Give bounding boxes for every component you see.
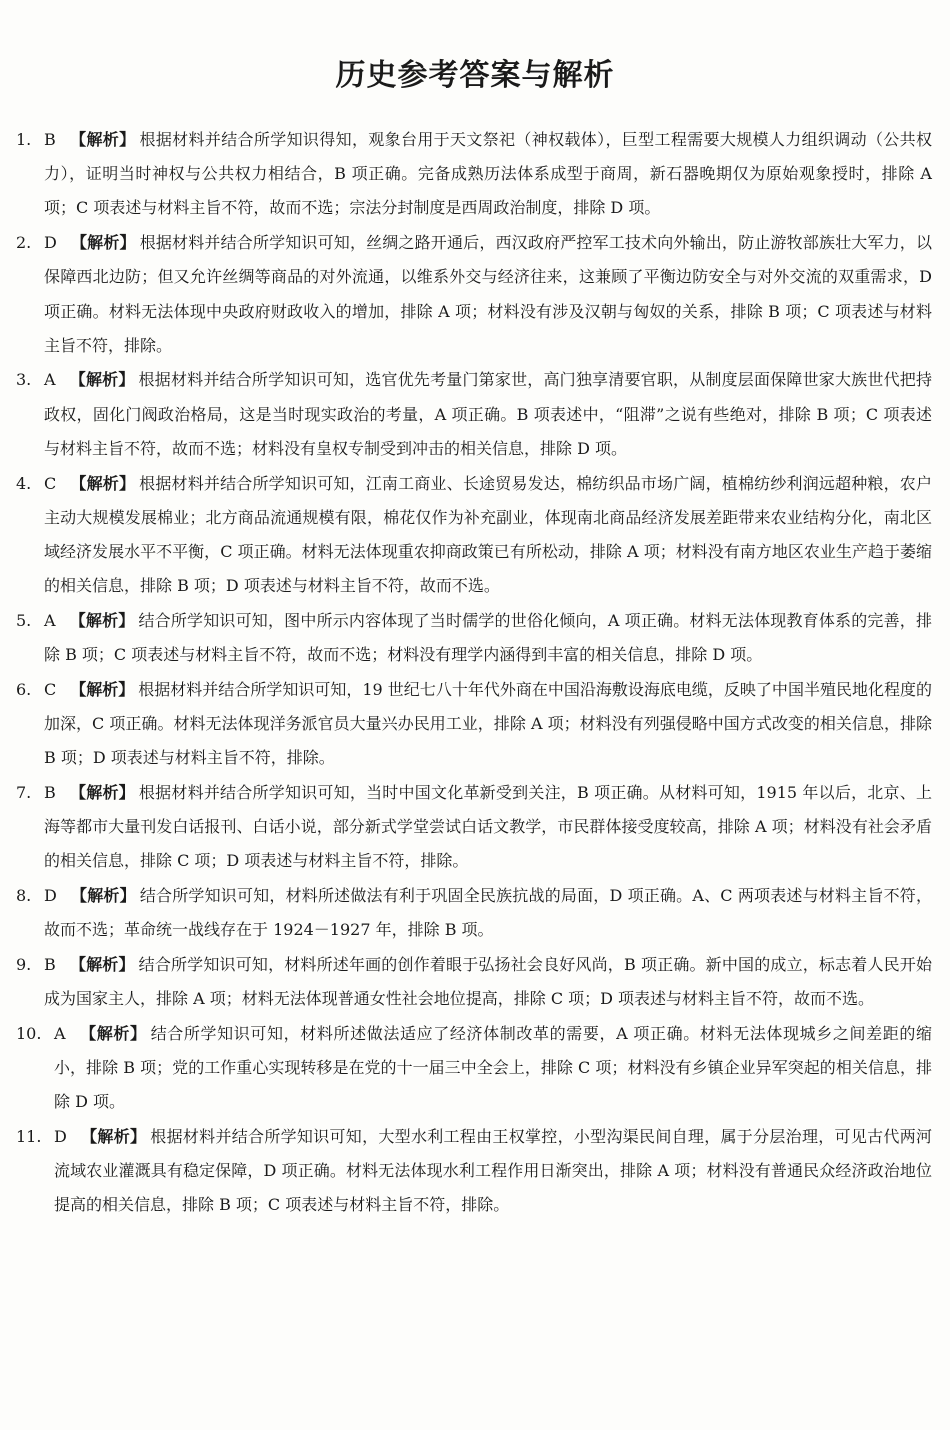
analysis-text: 根据材料并结合所学知识可知，江南工商业、长途贸易发达，棉纺织品市场广阔，植棉纺纱利润远超种粮，农户主动大规模发展棉业；北方商品流通规模有限，棉花仅作为补充副业，体现南北商品经济发展差距带来农业结构分化，南北区域经济发展水平不平衡，C 项正确。材料无法体现重农抑商政策已有所松动，排除 A 项；材料没有南方地区农业生产趋于萎缩的相关信息，排除 B 项；D 项表述与材料主旨不符，故而不选。 [44, 473, 932, 596]
question-number: 10. [16, 1023, 42, 1043]
answer-item [16, 1017, 932, 1120]
analysis-text: 根据材料并结合所学知识得知，观象台用于天文祭祀（神权载体），巨型工程需要大规模人力组织调动（公共权力），证明当时神权与公共权力相结合，B 项正确。完备成熟历法体系成型于商周，新石器晚期仅为原始观象授时，排除 A 项；C 项表述与材料主旨不符，故而不选；宗法分封制度是西周政治制度，排除 D 项。 [44, 130, 932, 218]
question-number: 2. [16, 233, 32, 253]
analysis-text: 结合所学知识可知，材料所述年画的创作着眼于弘扬社会良好风尚，B 项正确。新中国的成立，标志着人民开始成为国家主人，排除 A 项；材料无法体现普通女性社会地位提高，排除 C 项；D 项表述与材料主旨不符，故而不选。 [44, 954, 932, 1009]
answer-letter: D [44, 233, 57, 253]
answer-letter: B [44, 782, 56, 802]
analysis-tag: 【解析】 [69, 370, 135, 390]
analysis-tag: 【解析】 [70, 233, 136, 253]
answer-letter: C [44, 473, 57, 493]
answer-letter: A [44, 610, 56, 630]
answer-item [16, 123, 932, 226]
answer-letter: D [54, 1126, 67, 1146]
page-title: 历史参考答案与解析 [335, 58, 615, 93]
answer-item [16, 467, 932, 604]
question-number: 6. [16, 679, 32, 699]
analysis-text: 结合所学知识可知，图中所示内容体现了当时儒学的世俗化倾向，A 项正确。材料无法体现教育体系的完善，排除 B 项；C 项表述与材料主旨不符，故而不选；材料没有理学内涵得到丰富的相关信息，排除 D 项。 [44, 610, 932, 665]
analysis-tag: 【解析】 [80, 1126, 147, 1146]
answer-item [16, 673, 932, 776]
question-number: 5. [16, 610, 32, 630]
answer-letter: A [44, 370, 56, 390]
answer-item [16, 776, 932, 879]
analysis-text: 根据材料并结合所学知识可知，丝绸之路开通后，西汉政府严控军工技术向外输出，防止游牧部族壮大军力，以保障西北边防；但又允许丝绸等商品的对外流通，以维系外交与经济往来，这兼顾了平衡边防安全与对外交流的双重需求，D 项正确。材料无法体现中央政府财政收入的增加，排除 A 项；材料没有涉及汉朝与匈奴的关系，排除 B 项；C 项表述与材料主旨不符，排除。 [44, 233, 932, 355]
answer-letter: B [44, 954, 56, 974]
answer-letter: D [44, 885, 57, 905]
answer-item [16, 363, 932, 466]
analysis-tag: 【解析】 [70, 473, 136, 493]
analysis-text: 根据材料并结合所学知识可知，大型水利工程由王权掌控，小型沟渠民间自理，属于分层治理，可见古代两河流域农业灌溉具有稳定保障，D 项正确。材料无法体现水利工程作用日渐突出，排除 A 项；材料没有普通民众经济政治地位提高的相关信息，排除 B 项；C 项表述与材料主旨不符，排除。 [54, 1126, 932, 1215]
answer-letter: B [44, 130, 56, 149]
question-number: 4. [16, 473, 32, 493]
analysis-tag: 【解析】 [69, 130, 136, 149]
answer-item [16, 948, 932, 1016]
analysis-tag: 【解析】 [70, 679, 135, 699]
answer-list [16, 123, 932, 1223]
answer-item [16, 1120, 932, 1223]
analysis-tag: 【解析】 [69, 610, 135, 630]
analysis-text: 结合所学知识可知，材料所述做法适应了经济体制改革的需要，A 项正确。材料无法体现城乡之间差距的缩小，排除 B 项；党的工作重心实现转移是在党的十一届三中全会上，排除 C 项；材料没有乡镇企业异军突起的相关信息，排除 D 项。 [54, 1023, 932, 1112]
analysis-text: 根据材料并结合所学知识可知，19 世纪七八十年代外商在中国沿海敷设海底电缆，反映了中国半殖民地化程度的加深，C 项正确。材料无法体现洋务派官员大量兴办民用工业，排除 A 项；材料没有列强侵略中国方式改变的相关信息，排除 B 项；D 项表述与材料主旨不符，排除。 [44, 679, 932, 768]
answer-letter: A [54, 1023, 66, 1043]
analysis-tag: 【解析】 [79, 1023, 147, 1043]
question-number: 8. [16, 885, 32, 905]
question-number: 9. [16, 954, 32, 974]
analysis-text: 根据材料并结合所学知识可知，选官优先考量门第家世，高门独享清要官职，从制度层面保障世家大族世代把持政权，固化门阀政治格局，这是当时现实政治的考量，A 项正确。B 项表述中，“阻滞”之说有些绝对，排除 B 项；C 项表述与材料主旨不符，故而不选；材料没有皇权专制受到冲击的相关信息，排除 D 项。 [44, 370, 932, 458]
analysis-text: 结合所学知识可知，材料所述做法有利于巩固全民族抗战的局面，D 项正确。A、C 两项表述与材料主旨不符，故而不选；革命统一战线存在于 1924－1927 年，排除 B 项。 [44, 885, 932, 940]
answer-item [16, 226, 932, 363]
answer-item [16, 879, 932, 947]
analysis-text: 根据材料并结合所学知识可知，当时中国文化革新受到关注，B 项正确。从材料可知，1915 年以后，北京、上海等都市大量刊发白话报刊、白话小说，部分新式学堂尝试白话文教学，市民群体接受度较高，排除 A 项；材料没有社会矛盾的相关信息，排除 C 项；D 项表述与材料主旨不符，排除。 [44, 782, 932, 871]
question-number: 7. [16, 782, 32, 802]
answer-item [16, 604, 932, 672]
question-number: 1. [16, 130, 32, 149]
analysis-tag: 【解析】 [70, 885, 136, 905]
question-number: 3. [16, 370, 32, 390]
analysis-tag: 【解析】 [69, 782, 135, 802]
answer-letter: C [44, 679, 57, 699]
analysis-tag: 【解析】 [69, 954, 135, 974]
question-number: 11. [16, 1126, 42, 1146]
